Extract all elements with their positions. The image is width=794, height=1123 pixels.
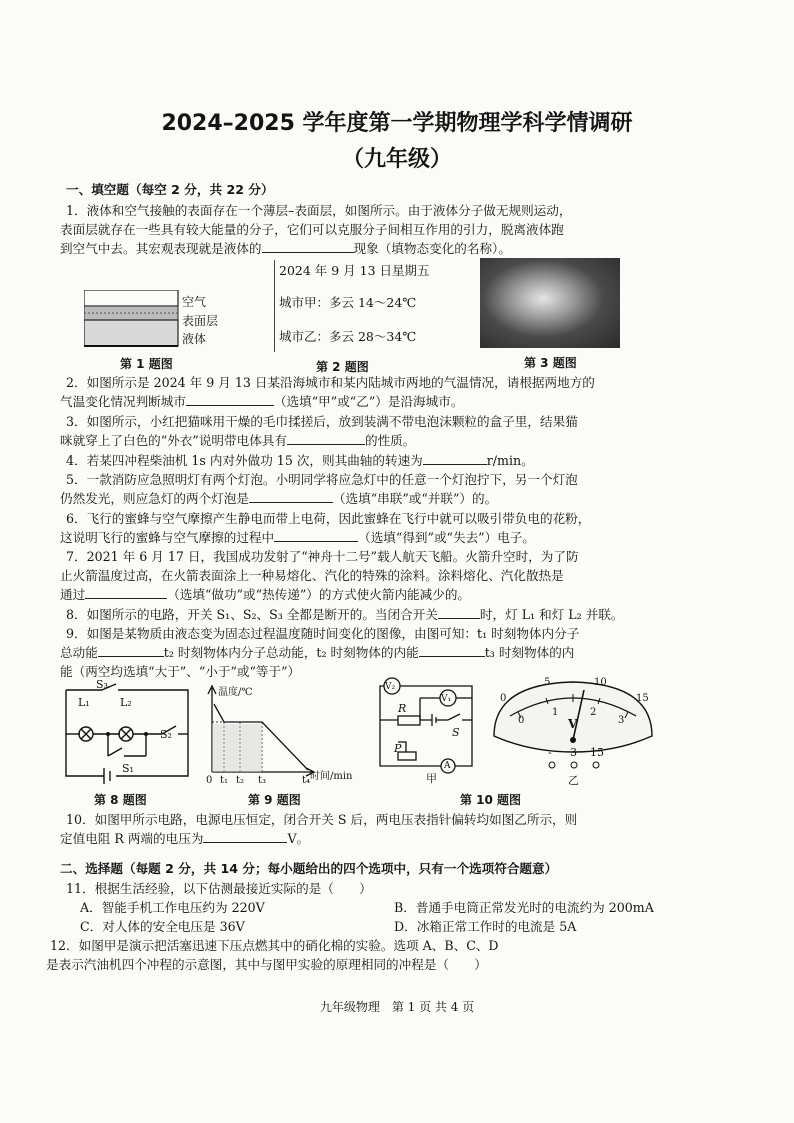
fig9-tick-t2: t₂ [236,775,245,786]
fig2-city-a: 城市甲：多云 14～24℃ [279,295,417,310]
fig10-caption: 第 10 题图 [460,793,522,807]
fig1-label-air: 空气 [182,295,207,309]
q6-line1: 6．飞行的蜜蜂与空气摩擦产生静电而带上电荷，因此蜜蜂在飞行中就可以吸引带负电的花粉， [66,511,591,526]
fig10-scale-top-15: 15 [636,693,649,704]
fig8-label-l1: L₁ [78,696,90,709]
q9-blank1[interactable] [98,644,164,657]
q7-line2: 止火箭温度过高，在火箭表面涂上一种易熔化、汽化的特殊的涂料。涂料熔化、汽化散热是 [60,568,564,583]
q8-line: 8．如图所示的电路，开关 S₁、S₂、S₃ 全都是断开的。当闭合开关 时，灯 L₁ 和灯 L₂ 并联。 [66,607,624,622]
q3-blank[interactable] [287,432,365,445]
q9-blank2[interactable] [419,644,485,657]
q11-option-d[interactable]: D．冰箱正常工作时的电流是 5A [394,919,577,934]
fig8-label-s3: S₃ [96,678,108,691]
q12-line2: 是表示汽油机四个冲程的示意图，其中与图甲实验的原理相同的冲程是（ ） [46,957,487,972]
q2-line2: 气温变化情况判断城市 （选填“甲”或“乙”）是沿海城市。 [60,394,464,409]
fig1-label-liquid: 液体 [182,332,207,346]
fig10-terminal-15: 15 [590,746,604,759]
fig10-scale-bottom-2: 2 [590,707,597,718]
q11-option-b[interactable]: B．普通手电筒正常发光时的电流约为 200mA [394,900,654,915]
fig10-label-r: R [398,702,407,715]
q1-line1: 1．液体和空气接触的表面存在一个薄层–表面层，如图所示。由于液体分子做无规则运动， [66,203,572,218]
fig10-label-jia: 甲 [426,772,437,785]
q8-blank[interactable] [438,606,480,619]
q11-stem: 11．根据生活经验，以下估测最接近实际的是（ ） [66,881,372,896]
q4-blank[interactable] [423,452,487,465]
q7-line3: 通过 （选填“做功”或“热传递”）的方式使火箭内能减少的。 [60,587,471,602]
fig10-terminal-knobs [546,760,606,770]
fig10-scale-bottom-1: 1 [552,707,559,718]
fig9-ylabel: 温度/℃ [218,687,253,698]
fig10-scale-top-10: 10 [594,677,607,688]
fig1-diagram [84,290,184,350]
fig10-scale-top-0: 0 [500,693,507,704]
fig9-tick-t1: t₁ [220,775,229,786]
fig10-label-yi: 乙 [568,774,579,787]
fig10-terminal-minus: - [548,746,552,759]
fig2-city-b: 城市乙：多云 28～34℃ [279,329,417,344]
fig8-label-s2: S₂ [160,728,172,741]
fig8-label-l2: L₂ [120,696,132,709]
fig1-label-surface: 表面层 [182,314,219,328]
fig9-tick-t4: t₄ [302,775,311,786]
fig10-scale-bottom-0: 0 [518,715,525,726]
q6-blank[interactable] [274,529,358,542]
q9-line1: 9．如图是某物质由液态变为固态过程温度随时间变化的图像，由图可知：t₁ 时刻物体内分子 [66,626,580,641]
q10-line1: 10．如图甲所示电路，电源电压恒定，闭合开关 S 后，两电压表指针偏转均如图乙所示，则 [66,812,578,827]
fig9-tick-0: 0 [206,775,213,786]
fig10-label-v2: V₂ [385,682,396,692]
page-subtitle: （九年级） [341,147,452,172]
q1-line2: 表面层就存在一些具有较大能量的分子，它们可以克服分子间相互作用的引力，脱离液体跑 [60,222,564,237]
q11-option-a[interactable]: A．智能手机工作电压约为 220V [80,900,265,915]
q2-line1: 2．如图所示是 2024 年 9 月 13 日某沿海城市和某内陆城市两地的气温情况，请根据两地方的 [66,375,595,390]
q6-line2: 这说明飞行的蜜蜂与空气摩擦的过程中 （选填“得到”或“失去”）电子。 [60,530,535,545]
fig8-caption: 第 8 题图 [94,793,147,807]
q12-line1: 12．如图甲是演示把活塞迅速下压点燃其中的硝化棉的实验。选项 A、B、C、D [50,938,499,953]
q9-line3: 能（两空均选填“大于”、“小于”或“等于”） [60,664,301,679]
q2-blank[interactable] [186,393,274,406]
fig10-scale-bottom-3: 3 [618,715,625,726]
q9-line2: 总动能 t₂ 时刻物体内分子总动能，t₂ 时刻物体的内能 t₃ 时刻物体的内 [60,645,575,660]
q1-line3: 到空气中去。其宏观表现就是液体的 现象（填物态变化的名称）。 [60,241,511,256]
q3-line1: 3．如图所示，小红把猫咪用干燥的毛巾揉搓后，放到装满不带电泡沫颗粒的盒子里，结果猫 [66,414,578,429]
fig10-label-v1: V₁ [441,694,452,704]
fig2-date: 2024 年 9 月 13 日星期五 [279,263,430,278]
page-footer: 九年级物理 第 1 页 共 4 页 [319,1000,475,1014]
fig3-cat-photo [480,258,620,348]
fig9-caption: 第 9 题图 [248,793,301,807]
fig9-tick-t3: t₃ [258,775,267,786]
q7-blank[interactable] [85,586,167,599]
q7-line1: 7．2021 年 6 月 17 日，我国成功发射了“神舟十二号”载人航天飞船。火箭升空时，为了防 [66,549,579,564]
fig2-caption: 第 2 题图 [316,360,369,374]
fig10-label-p: P [394,742,402,755]
fig8-label-s1: S₁ [122,762,134,775]
fig10-label-s: S [452,726,460,739]
page-title: 2024–2025 学年度第一学期物理学科学情调研 [161,111,633,136]
q10-blank[interactable] [203,830,287,843]
q1-blank[interactable] [262,240,354,253]
section2-heading: 二、选择题（每题 2 分，共 14 分；每小题给出的四个选项中，只有一个选项符合题意） [60,861,558,876]
fig10-label-a: A [444,761,451,771]
q11-option-c[interactable]: C．对人体的安全电压是 36V [80,919,245,934]
fig9-xlabel: 时间/min [310,771,353,782]
fig3-caption: 第 3 题图 [524,356,577,370]
q5-line1: 5．一款消防应急照明灯有两个灯泡。小明同学将应急灯中的任意一个灯泡拧下，另一个灯泡 [66,472,578,487]
q10-line2: 定值电阻 R 两端的电压为 V。 [60,831,310,846]
q5-line2: 仍然发光，则应急灯的两个灯泡是 （选填“串联”或“并联”）的。 [60,491,498,506]
section1-heading: 一、填空题（每空 2 分，共 22 分） [66,182,274,197]
fig10-scale-top-5: 5 [544,677,551,688]
q3-line2: 咪就穿上了白色的“外衣”说明带电体具有 的性质。 [60,433,416,448]
fig2-weather-card [274,260,437,352]
fig10-unit: V [568,717,578,731]
q4-line: 4．若某四冲程柴油机 1s 内对外做功 15 次，则其曲轴的转速为 r/min。 [66,453,534,468]
q5-blank[interactable] [249,490,333,503]
fig10-terminal-3: 3 [570,746,577,759]
fig1-caption: 第 1 题图 [120,357,173,371]
